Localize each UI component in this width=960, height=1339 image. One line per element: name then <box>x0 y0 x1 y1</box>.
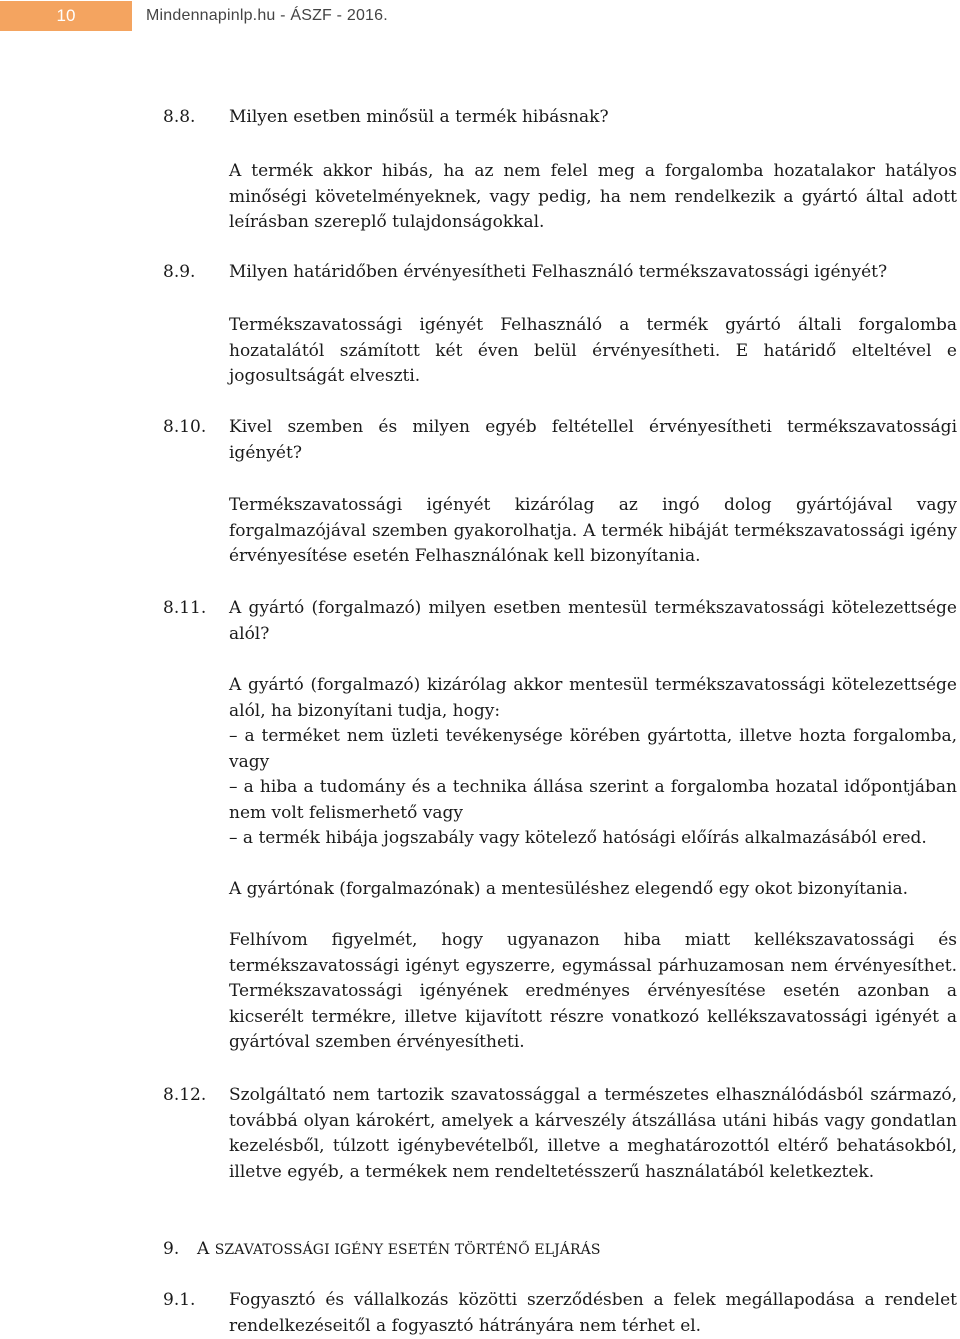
section-number-9-1: 9.1. <box>163 1290 196 1310</box>
section-body-8-9: Termékszavatossági igényét Felhasználó a termék gyártó általi forgalomba hozatalától számított két éven belül érvényesítheti. E határidő elteltével e jogosultságát elveszti. <box>229 315 957 386</box>
section-title-8-9: Milyen határidőben érvényesítheti Felhasználó termékszavatossági igényét? <box>229 262 888 282</box>
section-title-8-8: Milyen esetben minősül a termék hibásnak? <box>229 107 609 127</box>
section-intro-8-11: A gyártó (forgalmazó) kizárólag akkor mentesül termékszavatossági kötelezettsége alól, ha bizonyítani tudja, hogy: <box>229 675 957 721</box>
bullet-item-3: – a termék hibája jogszabály vagy kötelező hatósági előírás alkalmazásából ered. <box>229 828 927 848</box>
chapter-title-rest: SZAVATOSSÁGI IGÉNY ESETÉN TÖRTÉNŐ ELJÁRÁS <box>214 1242 601 1258</box>
section-number-8-10: 8.10. <box>163 417 207 437</box>
section-body-8-10: Termékszavatossági igényét kizárólag az ingó dolog gyártójával vagy forgalmazójával szemben gyakorolhatja. A termék hibáját termékszavatossági igény érvényesítése esetén Felhasználónak kell bizonyítania. <box>229 495 957 566</box>
section-para-8-11-b: A gyártónak (forgalmazónak) a mentesüléshez elegendő egy okot bizonyítania. <box>229 879 909 899</box>
section-number-8-8: 8.8. <box>163 107 196 127</box>
section-body-8-12: Szolgáltató nem tartozik szavatossággal a természetes elhasználódásból származó, továbbá olyan károkért, amelyek a kárveszély átszállása utáni hibás vagy gondatlan kezelésből, túlzott igénybevételből, illetve a meghatározottól eltérő behatásokból, illetve egyéb, a termékek nem rendeltetésszerű használatából keletkeztek. <box>229 1085 957 1182</box>
page-header <box>0 0 960 32</box>
section-para-8-11-c: Felhívom figyelmét, hogy ugyanazon hiba miatt kellékszavatossági és termékszavatossági igényt egyszerre, egymással párhuzamosan nem érvényesíthet. Termékszavatossági igényének eredményes érvényesítése esetén azonban a kicserélt termékre, illetve kijavított részre vonatkozó kellékszavatossági igényét a gyártóval szemben érvényesítheti. <box>229 930 957 1052</box>
section-number-8-11: 8.11. <box>163 598 207 618</box>
chapter-title-initial: A <box>197 1239 210 1259</box>
chapter-number-9: 9. <box>163 1239 180 1259</box>
bullet-item-1: – a terméket nem üzleti tevékenysége körében gyártotta, illetve hozta forgalomba, vagy <box>229 726 957 772</box>
section-number-8-12: 8.12. <box>163 1085 207 1105</box>
running-title: Mindennapinlp.hu - ÁSZF - 2016. <box>146 7 388 24</box>
chapter-title-9 <box>197 1237 925 1264</box>
bullet-item-2: – a hiba a tudomány és a technika állása szerint a forgalomba hozatal időpontjában nem volt felismerhető vagy <box>229 777 957 823</box>
section-body-8-8: A termék akkor hibás, ha az nem felel meg a forgalomba hozatalakor hatályos minőségi követelményeknek, vagy pedig, ha nem rendelkezik a gyártó által adott leírásban szereplő tulajdonságokkal. <box>229 161 957 232</box>
section-title-8-10: Kivel szemben és milyen egyéb feltétellel érvényesítheti termékszavatossági igényét? <box>229 417 957 463</box>
section-body-9-1: Fogyasztó és vállalkozás közötti szerződésben a felek megállapodása a rendelet rendelkezéseitől a fogyasztó hátrányára nem térhet el. <box>229 1290 957 1336</box>
page-number: 10 <box>0 1 132 31</box>
section-number-8-9: 8.9. <box>163 262 196 282</box>
section-title-8-11: A gyártó (forgalmazó) milyen esetben mentesül termékszavatossági kötelezettsége alól? <box>229 598 957 644</box>
